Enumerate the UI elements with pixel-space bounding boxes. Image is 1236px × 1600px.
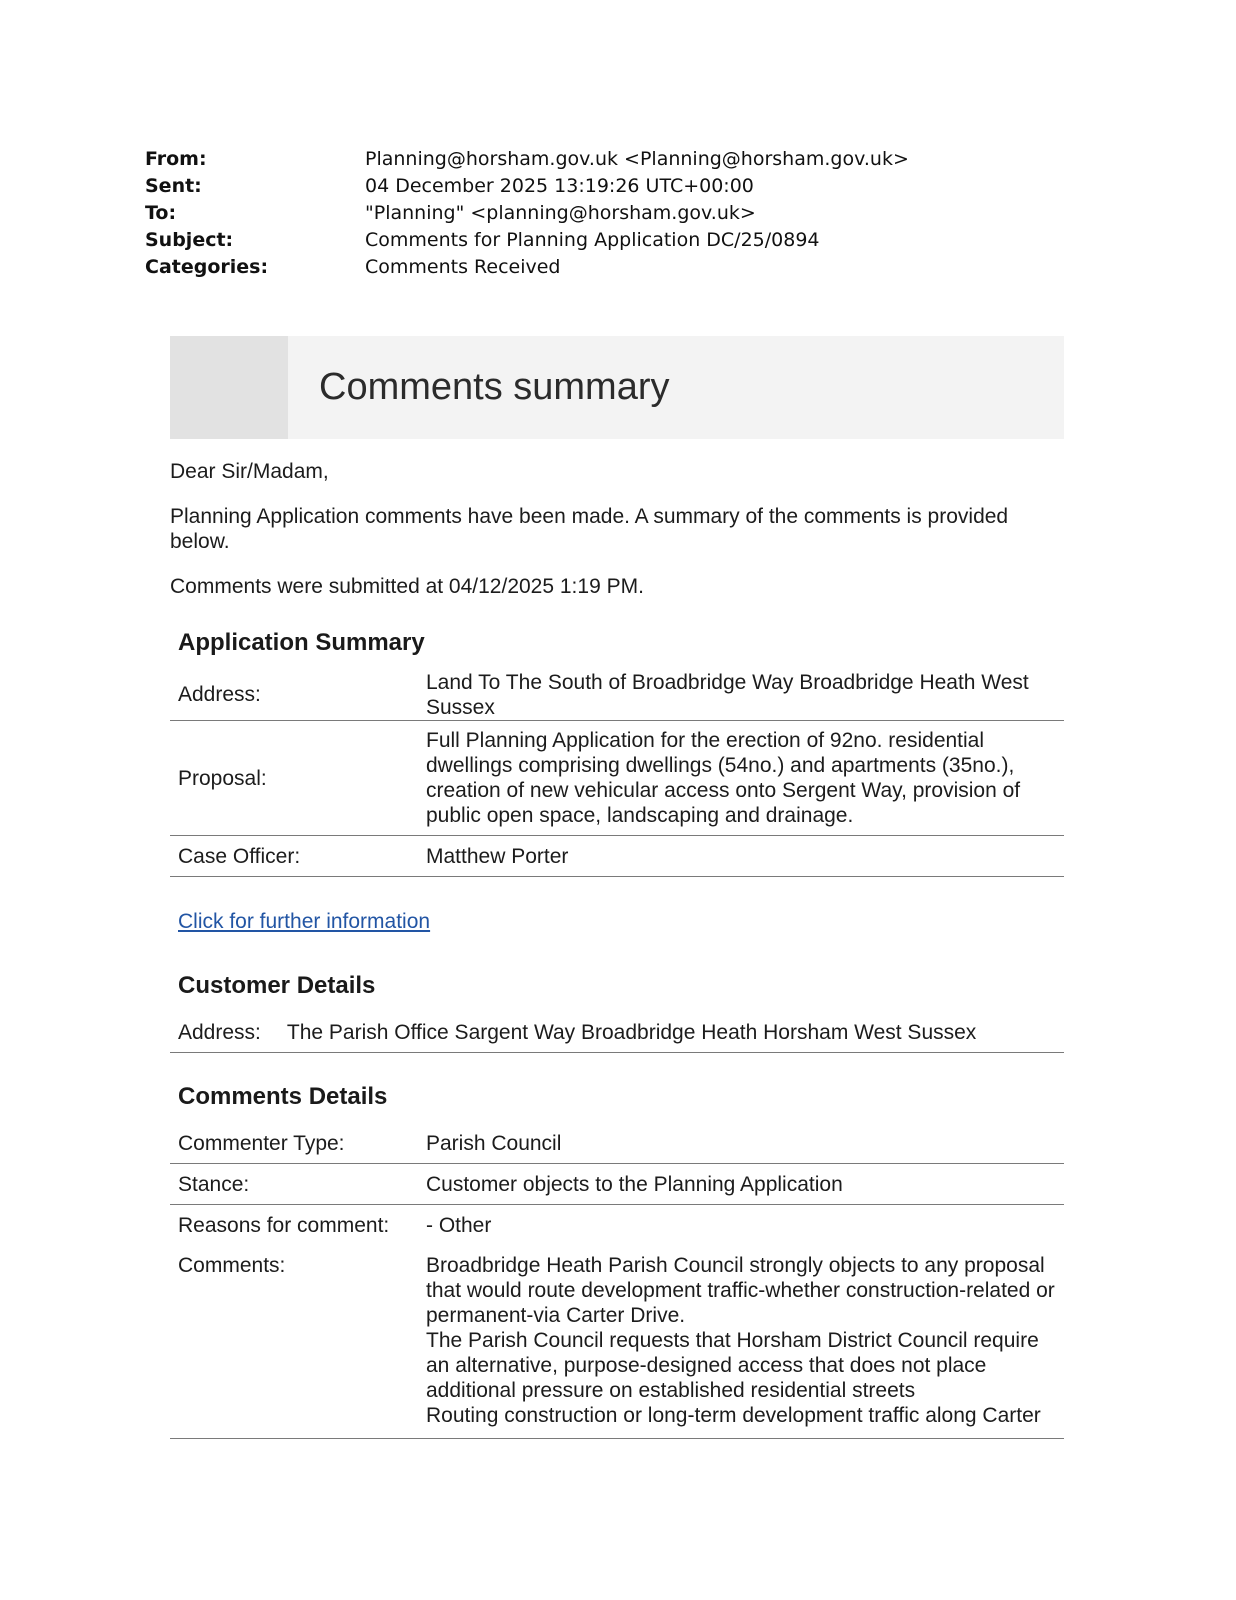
case-officer-row — [170, 836, 1064, 877]
proposal-label: Proposal: — [178, 766, 267, 790]
subject-label: Subject: — [145, 229, 234, 251]
application-address-row — [170, 669, 1064, 721]
comment-paragraph: The Parish Council requests that Horsham District Council require an alternative, purpose-designed access that does not place additional pressure on established residential streets — [426, 1329, 1039, 1402]
banner-side-block — [170, 336, 288, 439]
banner-title: Comments summary — [319, 366, 670, 408]
comments-details-heading: Comments Details — [178, 1083, 388, 1110]
comments-value — [426, 1253, 1064, 1428]
greeting: Dear Sir/Madam, — [170, 460, 329, 483]
sent-value: 04 December 2025 13:19:26 UTC+00:00 — [365, 175, 754, 197]
email-categories-row — [145, 254, 1045, 281]
subject-value: Comments for Planning Application DC/25/0894 — [365, 229, 820, 251]
email-header — [145, 146, 1045, 281]
stance-label: Stance: — [178, 1172, 250, 1196]
categories-value: Comments Received — [365, 256, 561, 278]
commenter-type-label: Commenter Type: — [178, 1131, 345, 1155]
submitted-text: Comments were submitted at 04/12/2025 1:19 PM. — [170, 575, 644, 598]
commenter-type-row — [170, 1123, 1064, 1164]
summary-banner — [170, 336, 1064, 439]
intro-text: Planning Application comments have been made. A summary of the comments is provided below. — [170, 505, 1009, 553]
email-sent-row — [145, 173, 1045, 200]
comments-details-table — [170, 1123, 1064, 1439]
from-label: From: — [145, 148, 207, 170]
categories-label: Categories: — [145, 256, 269, 278]
to-label: To: — [145, 202, 177, 224]
application-summary-heading: Application Summary — [178, 629, 425, 656]
reasons-label: Reasons for comment: — [178, 1213, 390, 1237]
from-value: Planning@horsham.gov.uk <Planning@horsham.gov.uk> — [365, 148, 909, 170]
to-value: "Planning" <planning@horsham.gov.uk> — [365, 202, 756, 224]
proposal-row — [170, 721, 1064, 836]
application-summary-table — [170, 669, 1064, 877]
comments-label: Comments: — [178, 1254, 286, 1277]
customer-details-table — [170, 1012, 1064, 1053]
customer-address-value: The Parish Office Sargent Way Broadbridge Heath Horsham West Sussex — [286, 1020, 977, 1044]
reasons-row — [170, 1205, 1064, 1245]
application-address-label: Address: — [178, 683, 261, 706]
comment-paragraph: Broadbridge Heath Parish Council strongly objects to any proposal that would route development traffic-whether construction-related or permanent-via Carter Drive. — [426, 1254, 1055, 1327]
stance-value: Customer objects to the Planning Application — [426, 1172, 843, 1196]
commenter-type-value: Parish Council — [426, 1131, 562, 1155]
email-subject-row — [145, 227, 1045, 254]
further-information-link[interactable]: Click for further information — [178, 910, 431, 933]
case-officer-value: Matthew Porter — [426, 844, 569, 868]
customer-address-row — [170, 1012, 1064, 1053]
sent-label: Sent: — [145, 175, 202, 197]
reasons-value: - Other — [426, 1213, 492, 1237]
email-body — [170, 336, 1064, 1439]
application-address-value: Land To The South of Broadbridge Way Broadbridge Heath West Sussex — [426, 670, 1029, 719]
email-to-row — [145, 200, 1045, 227]
customer-address-label: Address: — [178, 1020, 261, 1044]
proposal-value: Full Planning Application for the erection of 92no. residential dwellings comprising dwellings (54no.) and apartments (35no.), creation of new vehicular access onto Sergent Way, provision of public open space, landscaping and drainage. — [426, 729, 1021, 827]
comment-paragraph: Routing construction or long-term development traffic along Carter — [426, 1404, 1041, 1427]
stance-row — [170, 1164, 1064, 1205]
email-from-row — [145, 146, 1045, 173]
case-officer-label: Case Officer: — [178, 844, 301, 868]
comments-row — [170, 1245, 1064, 1439]
customer-details-heading: Customer Details — [178, 972, 376, 999]
